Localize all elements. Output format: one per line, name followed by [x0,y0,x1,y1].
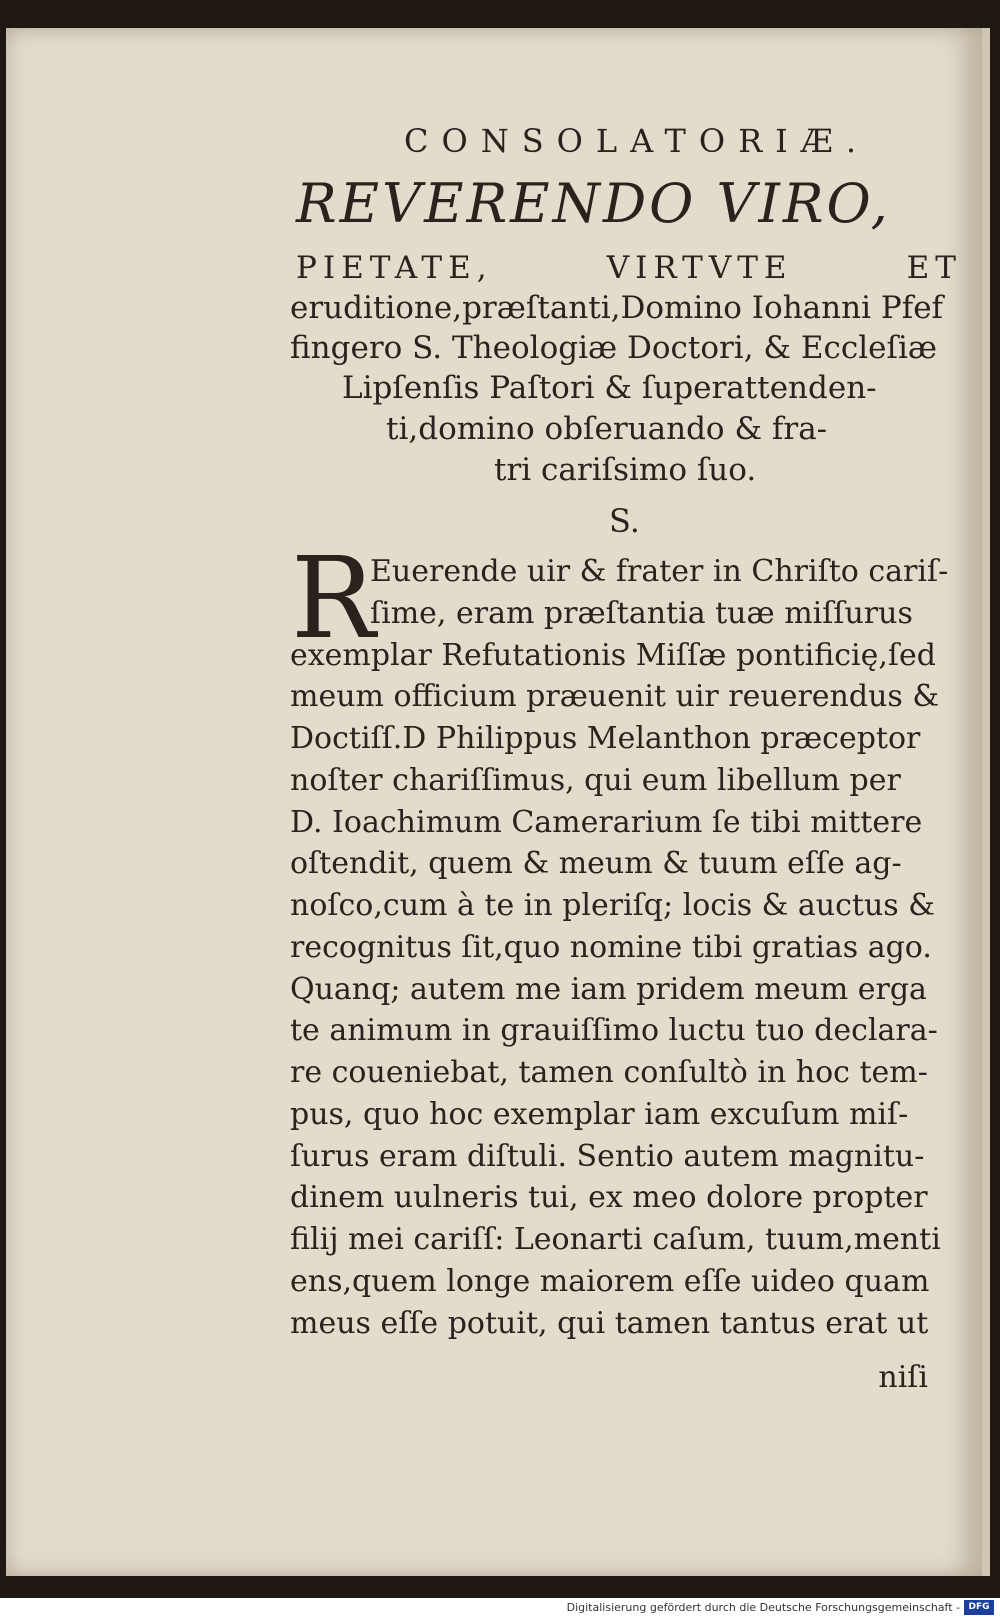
body-line: D. Ioachimum Camerarium ſe tibi mittere [290,805,923,840]
body-line: Euerende uir & frater in Chriſto cariſ- [370,554,949,589]
dedication-line: Lipſenſis Paſtori & ſuperattenden- [342,370,877,406]
subheading-word: ET [906,250,962,286]
catchword: niſi [878,1360,928,1395]
body-line: ſurus eram diſtuli. Sentio autem magnitu- [290,1139,925,1174]
body-line: meus eſſe potuit, qui tamen tantus erat ut [290,1306,929,1341]
book-page [6,28,990,1576]
dedication-line: ti,domino obſeruando & fra- [386,411,828,447]
body-line: pus, quo hoc exemplar iam excuſum miſ- [290,1097,909,1132]
dedication-line: tri cariſsimo ſuo. [494,452,757,488]
dedication-subheading [296,250,962,286]
footer-credit: Digitalisierung gefördert durch die Deutsche Forschungsgemeinschaft - [566,1601,960,1614]
subheading-word: PIETATE, [296,250,493,286]
salutation: S. [609,502,640,540]
body-line: oſtendit, quem & meum & tuum eſſe ag- [290,846,902,881]
body-line: recognitus ſit,quo nomine tibi gratias ago. [290,930,932,965]
body-line: exemplar Refutationis Miſſæ pontificię,ſed [290,638,936,673]
drop-cap: R [291,534,376,664]
subheading-word: VIRTVTE [606,250,793,286]
body-line: te animum in grauiſſimo luctu tuo declara- [290,1013,938,1048]
body-line: noſco,cum à te in pleriſq; locis & auctus & [290,888,935,923]
body-line: noſter chariſſimus, qui eum libellum per [290,763,901,798]
body-line: ſime, eram præſtantia tuæ miſſurus [370,596,913,631]
body-line: Doctiſſ.D Philippus Melanthon præceptor [290,721,921,756]
dedication-line: fingero S. Theologiæ Doctori, & Eccleſiæ [290,330,938,366]
running-head: CONSOLATORIÆ. [404,122,869,160]
dedication-heading: REVERENDO VIRO, [296,172,891,235]
body-line: ens,quem longe maiorem eſſe uideo quam [290,1264,930,1299]
body-line: filij mei cariſſ: Leonarti caſum, tuum,menti [290,1222,941,1257]
body-line: dinem uulneris tui, ex meo dolore propter [290,1180,928,1215]
body-line: meum officium præuenit uir reuerendus & [290,679,940,714]
body-line: re coueniebat, tamen conſultò in hoc tem- [290,1055,928,1090]
body-line: Quanq; autem me iam pridem meum erga [290,972,927,1007]
dfg-logo[interactable]: DFG [964,1600,994,1615]
dedication-line: eruditione,præſtanti,Domino Iohanni Pfef [290,290,944,326]
